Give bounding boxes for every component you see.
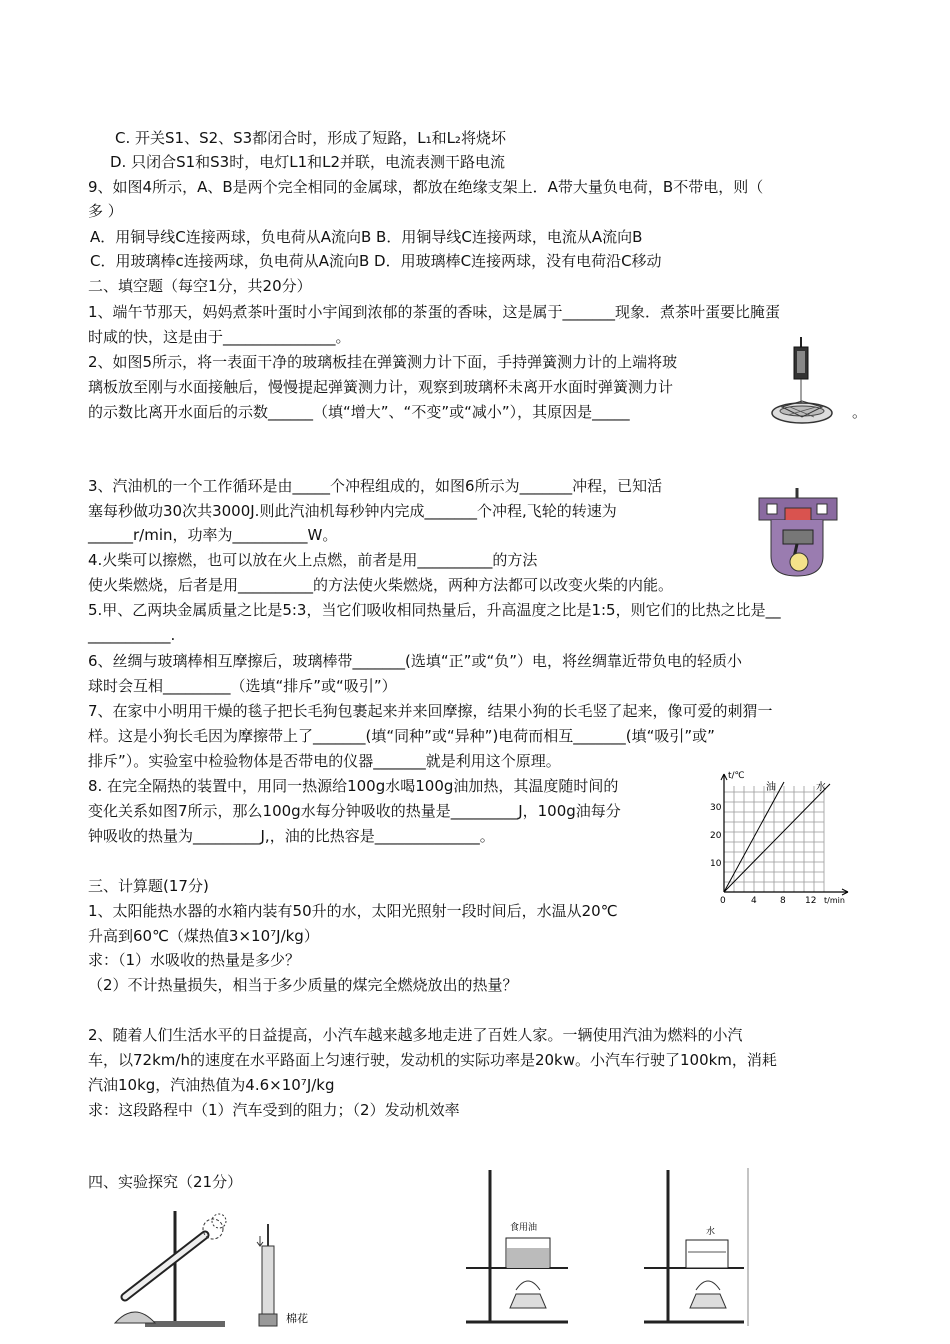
calc-q1: 1、太阳能热水器的水箱内装有50升的水，太阳光照射一段时间后，水温从20℃	[88, 902, 618, 920]
fill-q7-cont2: 排斥”）。实验室中检验物体是否带电的仪器_______就是利用这个原理。	[88, 752, 561, 770]
fill-q8-cont1: 变化关系如图7所示，那么100g水每分钟吸收的热量是_________J，100g油每分	[88, 802, 621, 820]
graph-y-tick-30: 30	[710, 803, 722, 813]
fill-q6: 6、丝绸与玻璃棒相互摩擦后，玻璃棒带_______(选填“正”或“负”）电，将丝绸靠近带负电的轻质小	[88, 652, 742, 670]
fill-q5: 5.甲、乙两块金属质量之比是5:3，当它们吸收相同热量后，升高温度之比是1:5，则它们的比热之比是__	[88, 601, 781, 619]
edible-oil-label: 食用油	[510, 1223, 538, 1233]
fill-q3-cont1: 塞每秒做功30次共3000J.则此汽油机每秒钟内完成_______个冲程,飞轮的转速为	[88, 502, 617, 520]
graph-y-tick-20: 20	[710, 831, 722, 841]
fill-q1: 1、端午节那天，妈妈煮茶叶蛋时小宇闻到浓郁的茶蛋的香味，这是属于_______现象．煮茶叶蛋要比腌蛋	[88, 303, 781, 321]
fill-q8-cont2: 钟吸收的热量为_________J,，油的比热容是______________。	[88, 827, 495, 845]
option-d-line: D. 只闭合S1和S3时，电灯L1和L2并联，电流表测干路电流	[110, 153, 506, 171]
fill-q7: 7、在家中小明用干燥的毯子把长毛狗包裹起来并来回摩擦，结果小狗的长毛竖了起来，像可爱的刺猬一	[88, 702, 773, 720]
calc-q2-cont2: 汽油10kg，汽油热值为4.6×10⁷J/kg	[88, 1076, 335, 1094]
figure-6-engine	[753, 486, 845, 581]
fill-q4: 4.火柴可以擦燃，也可以放在火上点燃，前者是用__________的方法	[88, 551, 538, 569]
calc-q1-ask1: 求：（1）水吸收的热量是多少？	[88, 951, 301, 969]
section-4-title: 四、实验探究（21分）	[88, 1173, 243, 1191]
fill-q2-cont2: 的示数比离开水面后的示数______（填“增大”、“不变”或“减小”），其原因是_____	[88, 403, 630, 421]
figure-oil-heating	[462, 1168, 572, 1328]
water-label: 水	[706, 1227, 716, 1237]
figure-water-heating	[640, 1168, 755, 1328]
figure-piston-cotton	[250, 1222, 320, 1330]
option-c-line: C. 开关S1、S2、S3都闭合时，形成了短路，L₁和L₂将烧坏	[115, 129, 506, 147]
fill-q2-end: 。	[852, 403, 868, 421]
fill-q5-cont: ___________.	[88, 626, 176, 644]
graph-x-unit: t/min	[824, 896, 845, 905]
calc-q1-ask2: （2）不计热量损失，相当于多少质量的煤完全燃烧放出的热量？	[88, 976, 518, 994]
fill-q7-cont1: 样。这是小狗长毛因为摩擦带上了_______(填“同种”或“异种”)电荷而相互_______(填“吸引”或”	[88, 727, 715, 745]
cotton-label: 棉花	[286, 1312, 308, 1325]
graph-x-tick-0: 0	[720, 896, 726, 906]
graph-x-tick-12: 12	[805, 896, 817, 906]
graph-oil-label: 油	[766, 782, 776, 793]
figure-7-graph	[710, 768, 860, 908]
q9-options-cd: C．用玻璃棒c连接两球，负电荷从A流向B D．用玻璃棒C连接两球，没有电荷沿C移动	[90, 252, 662, 270]
figure-5-spring-scale	[768, 335, 838, 430]
graph-y-tick-10: 10	[710, 859, 722, 869]
section-2-title: 二、填空题（每空1分，共20分）	[88, 277, 312, 295]
section-3-title: 三、计算题(17分)	[88, 877, 209, 895]
fill-q2: 2、如图5所示，将一表面干净的玻璃板挂在弹簧测力计下面，手持弹簧测力计的上端将玻	[88, 353, 678, 371]
figure-test-tube-experiment	[105, 1205, 245, 1329]
graph-water-label: 水	[816, 782, 826, 793]
fill-q3: 3、汽油机的一个工作循环是由_____个冲程组成的，如图6所示为_______冲程，已知活	[88, 477, 663, 495]
fill-q8: 8. 在完全隔热的装置中，用同一热源给100g水喝100g油加热，其温度随时间的	[88, 777, 619, 795]
graph-y-unit: t/℃	[728, 771, 745, 781]
fill-q2-cont1: 璃板放至刚与水面接触后，慢慢提起弹簧测力计，观察到玻璃杯未离开水面时弹簧测力计	[88, 378, 674, 396]
graph-x-tick-4: 4	[751, 896, 757, 906]
question-9: 9、如图4所示，A、B是两个完全相同的金属球，都放在绝缘支架上．A带大量负电荷，B不带电，则（	[88, 178, 764, 196]
calc-q2: 2、随着人们生活水平的日益提高，小汽车越来越多地走进了百姓人家。一辆使用汽油为燃料的小汽	[88, 1026, 743, 1044]
calc-q2-ask: 求：这段路程中（1）汽车受到的阻力；（2）发动机效率	[88, 1101, 460, 1119]
fill-q3-cont2: ______r/min，功率为__________W。	[88, 526, 338, 544]
fill-q4-cont: 使火柴燃烧，后者是用__________的方法使火柴燃烧，两种方法都可以改变火柴的内能。	[88, 576, 674, 594]
calc-q1-cont: 升高到60℃（煤热值3×10⁷J/kg）	[88, 927, 319, 945]
question-9-cont: 多 ）	[88, 202, 123, 220]
fill-q1-cont: 时咸的快，这是由于_______________。	[88, 328, 351, 346]
calc-q2-cont1: 车，以72km/h的速度在水平路面上匀速行驶，发动机的实际功率是20kw。小汽车行驶了100km，消耗	[88, 1051, 777, 1069]
graph-x-tick-8: 8	[780, 896, 786, 906]
fill-q6-cont: 球时会互相_________（选填“排斥”或“吸引”）	[88, 677, 397, 695]
q9-options-ab: A．用铜导线C连接两球，负电荷从A流向B B．用铜导线C连接两球，电流从A流向B	[90, 228, 643, 246]
